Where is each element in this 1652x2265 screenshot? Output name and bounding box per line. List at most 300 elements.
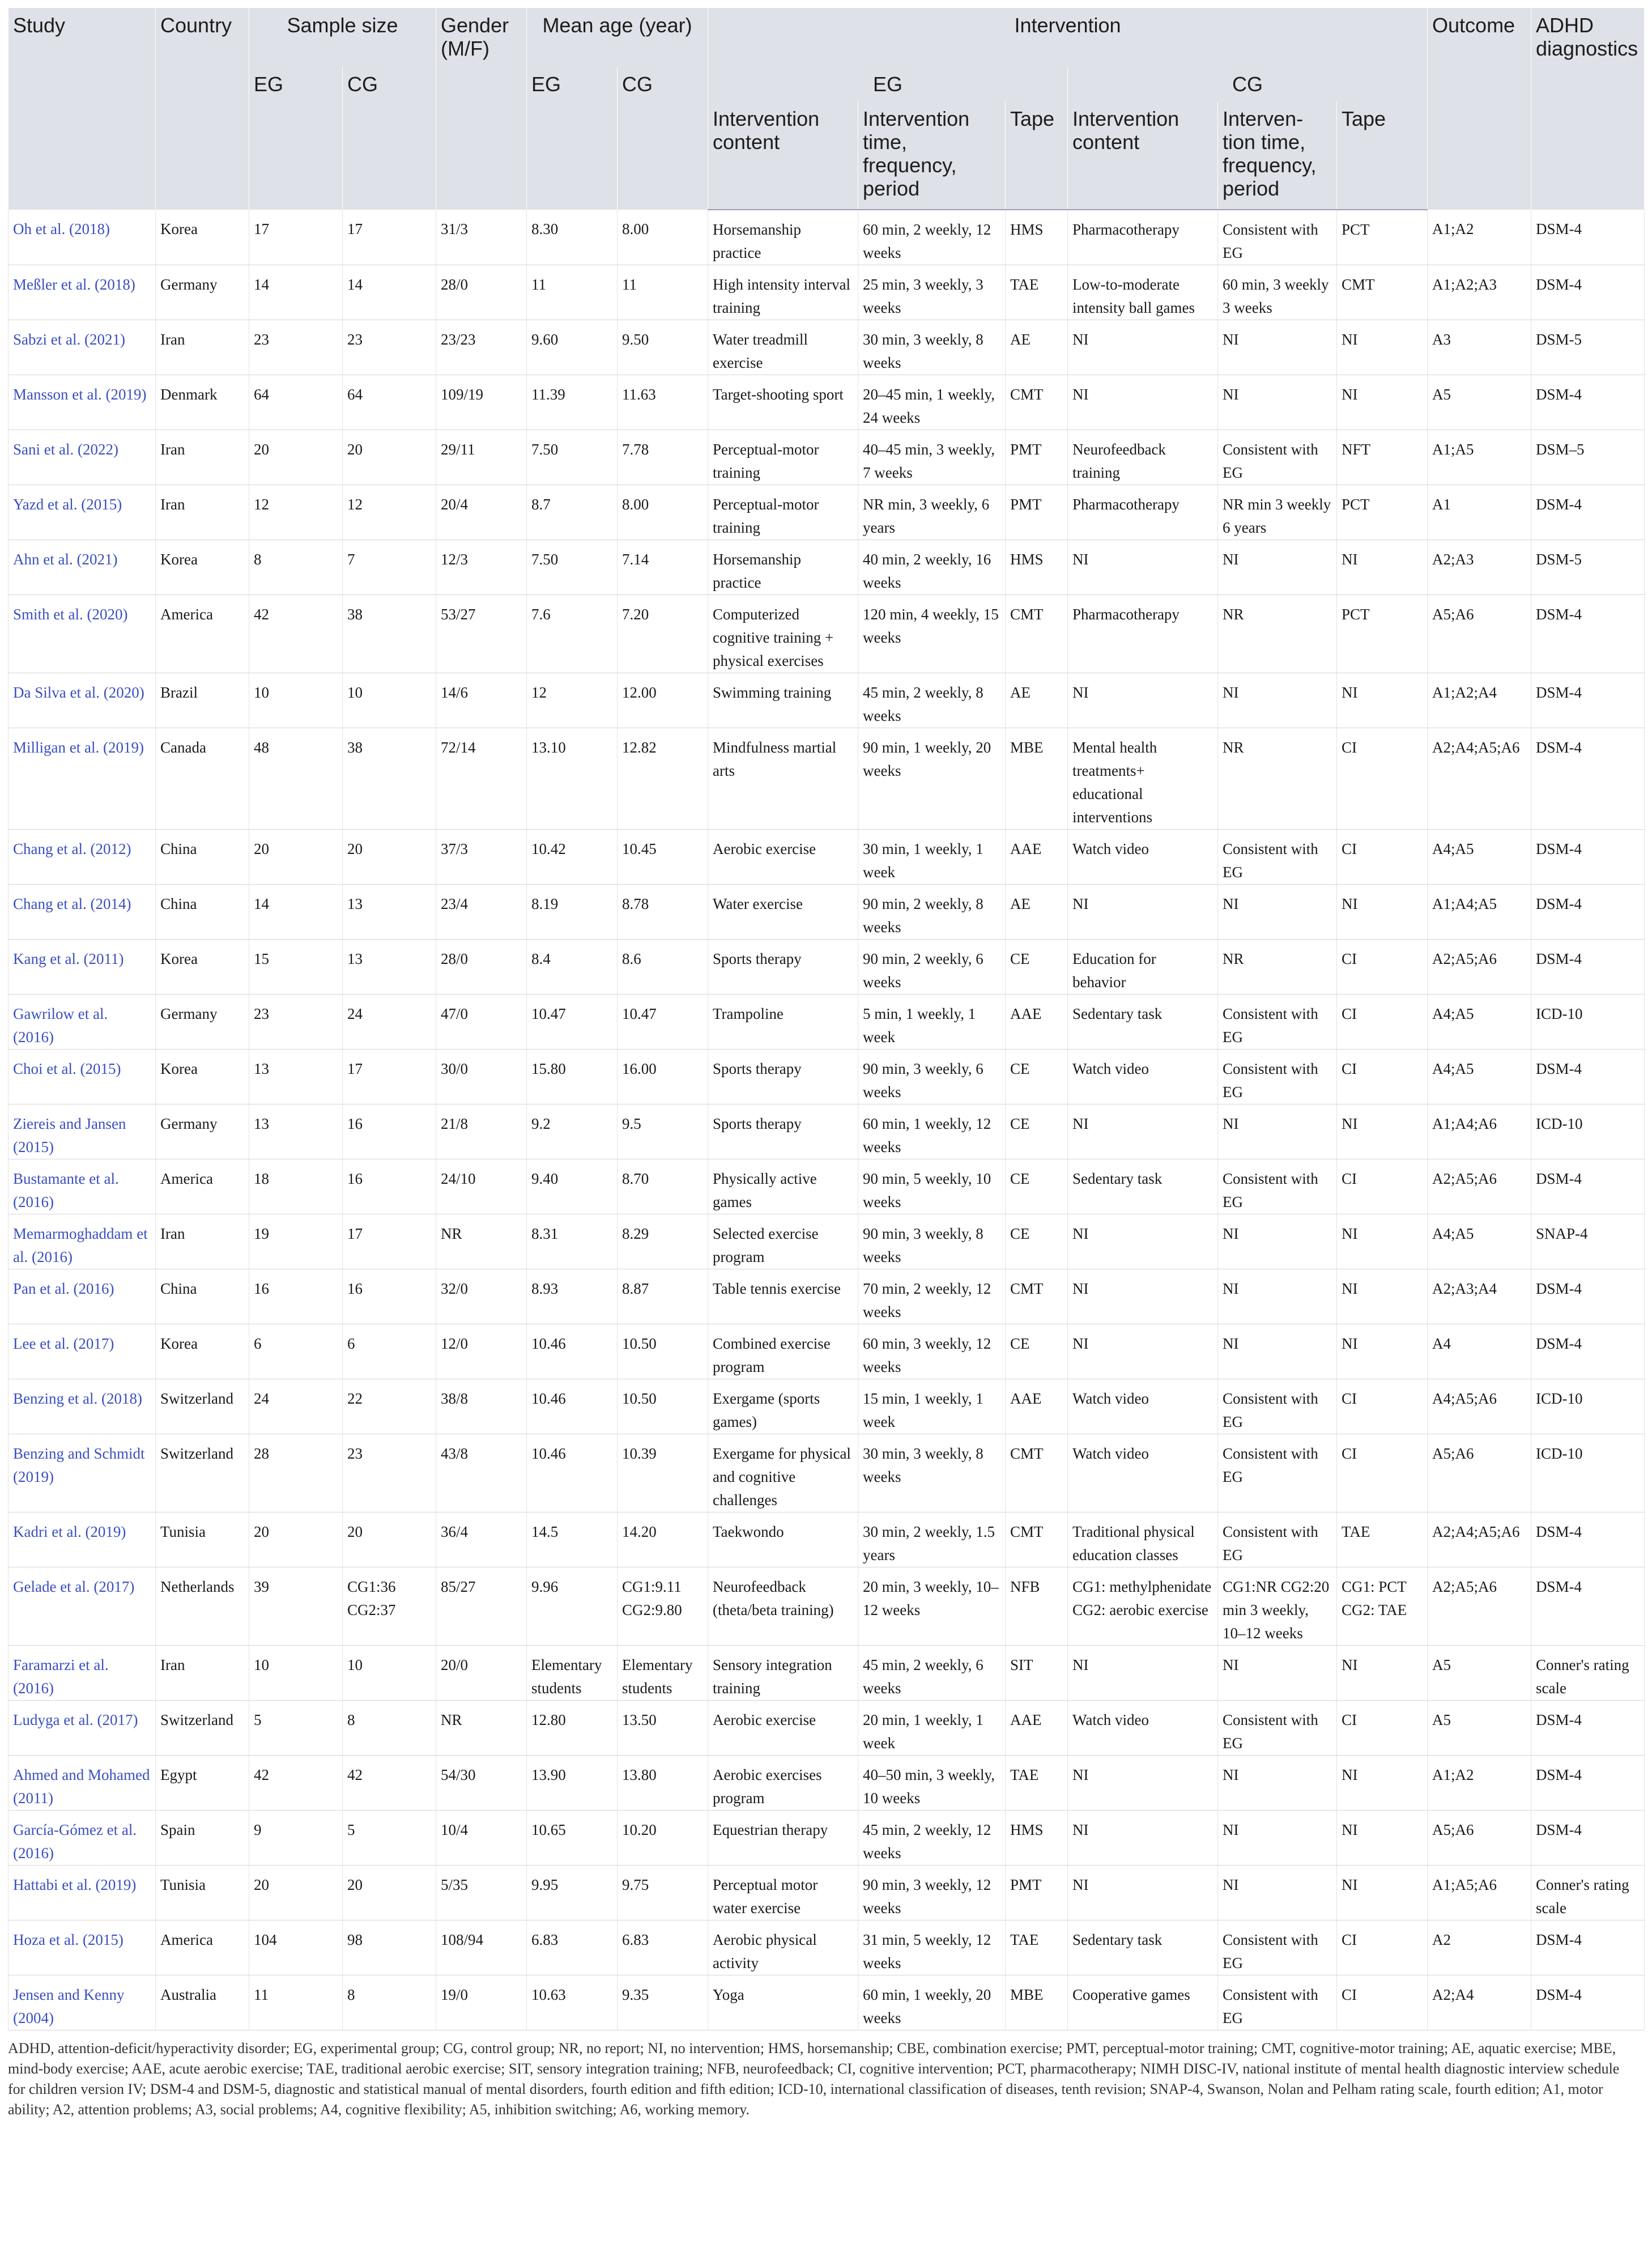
cell-age-cg: 13.50 xyxy=(618,1701,708,1756)
header-intervention-eg: EG xyxy=(708,67,1068,101)
table-row xyxy=(8,1865,1645,1920)
cell-study[interactable]: Da Silva et al. (2020) xyxy=(8,673,156,728)
table-row xyxy=(8,430,1645,485)
cell-eg-tape: AE xyxy=(1006,885,1068,940)
cell-outcome: A4;A5 xyxy=(1428,830,1531,885)
table-body xyxy=(8,210,1645,2030)
cell-cg-content: Education for behavior xyxy=(1068,940,1218,995)
table-header xyxy=(8,8,1645,210)
cell-cg-time: CG1:NR CG2:20 min 3 weekly, 10–12 weeks xyxy=(1218,1567,1337,1646)
cell-diagnostics: DSM-4 xyxy=(1531,1324,1645,1379)
table-row xyxy=(8,830,1645,885)
cell-outcome: A3 xyxy=(1428,320,1531,375)
cell-age-cg: 7.78 xyxy=(618,430,708,485)
cell-gender: 21/8 xyxy=(436,1104,527,1159)
cell-study[interactable]: Gawrilow et al. (2016) xyxy=(8,995,156,1049)
cell-sample-cg: 8 xyxy=(343,1701,436,1756)
cell-study[interactable]: Ziereis and Jansen (2015) xyxy=(8,1104,156,1159)
cell-cg-time: NI xyxy=(1218,375,1337,430)
cell-eg-content: Combined exercise program xyxy=(708,1324,858,1379)
table-row xyxy=(8,1049,1645,1104)
cell-cg-time: Consistent with EG xyxy=(1218,1975,1337,2030)
cell-gender: 28/0 xyxy=(436,940,527,995)
cell-age-cg: 8.6 xyxy=(618,940,708,995)
cell-sample-eg: 14 xyxy=(249,265,343,320)
cell-sample-cg: 16 xyxy=(343,1269,436,1324)
cell-age-cg: 10.50 xyxy=(618,1324,708,1379)
cell-outcome: A1;A5 xyxy=(1428,430,1531,485)
cell-country: Korea xyxy=(156,1324,249,1379)
header-sample-cg: CG xyxy=(343,67,436,210)
cell-outcome: A5;A6 xyxy=(1428,1434,1531,1512)
cell-sample-eg: 104 xyxy=(249,1920,343,1975)
cell-eg-time: 31 min, 5 weekly, 12 weeks xyxy=(858,1920,1006,1975)
cell-cg-content: Mental health treatments+ educational interventions xyxy=(1068,728,1218,830)
cell-eg-time: 120 min, 4 weekly, 15 weeks xyxy=(858,595,1006,673)
cell-age-cg: 10.39 xyxy=(618,1434,708,1512)
cell-study[interactable]: Ludyga et al. (2017) xyxy=(8,1701,156,1756)
header-eg-time: Intervention time, frequency, period xyxy=(858,101,1006,210)
cell-cg-time: NI xyxy=(1218,1646,1337,1701)
cell-eg-content: Water exercise xyxy=(708,885,858,940)
cell-eg-time: 40–45 min, 3 weekly, 7 weeks xyxy=(858,430,1006,485)
cell-age-cg: CG1:9.11 CG2:9.80 xyxy=(618,1567,708,1646)
cell-diagnostics: DSM-4 xyxy=(1531,1049,1645,1104)
cell-sample-eg: 20 xyxy=(249,430,343,485)
cell-cg-tape: NI xyxy=(1337,540,1428,595)
cell-cg-content: NI xyxy=(1068,1104,1218,1159)
cell-eg-time: 45 min, 2 weekly, 6 weeks xyxy=(858,1646,1006,1701)
cell-eg-tape: AE xyxy=(1006,320,1068,375)
cell-eg-time: 90 min, 2 weekly, 8 weeks xyxy=(858,885,1006,940)
header-country: Country xyxy=(156,8,249,210)
header-eg-content: Intervention content xyxy=(708,101,858,210)
cell-study[interactable]: Kang et al. (2011) xyxy=(8,940,156,995)
cell-eg-time: 90 min, 2 weekly, 6 weeks xyxy=(858,940,1006,995)
cell-cg-content: Pharmacotherapy xyxy=(1068,210,1218,265)
cell-sample-eg: 64 xyxy=(249,375,343,430)
cell-outcome: A5 xyxy=(1428,375,1531,430)
cell-eg-tape: PMT xyxy=(1006,430,1068,485)
cell-age-cg: 10.47 xyxy=(618,995,708,1049)
cell-diagnostics: DSM-4 xyxy=(1531,210,1645,265)
cell-sample-cg: 13 xyxy=(343,885,436,940)
cell-sample-eg: 42 xyxy=(249,1756,343,1811)
cell-outcome: A5;A6 xyxy=(1428,1811,1531,1865)
table-row xyxy=(8,1975,1645,2030)
cell-eg-tape: CMT xyxy=(1006,375,1068,430)
cell-eg-content: Selected exercise program xyxy=(708,1214,858,1269)
cell-study[interactable]: Choi et al. (2015) xyxy=(8,1049,156,1104)
table-row xyxy=(8,673,1645,728)
cell-sample-eg: 19 xyxy=(249,1214,343,1269)
cell-diagnostics: DSM-4 xyxy=(1531,1159,1645,1214)
cell-sample-cg: 5 xyxy=(343,1811,436,1865)
cell-cg-content: NI xyxy=(1068,1324,1218,1379)
cell-eg-time: 40 min, 2 weekly, 16 weeks xyxy=(858,540,1006,595)
cell-cg-time: Consistent with EG xyxy=(1218,995,1337,1049)
cell-outcome: A1;A2;A3 xyxy=(1428,265,1531,320)
cell-study[interactable]: Chang et al. (2012) xyxy=(8,830,156,885)
cell-country: Korea xyxy=(156,540,249,595)
cell-diagnostics: DSM-4 xyxy=(1531,1920,1645,1975)
header-gender: Gender (M/F) xyxy=(436,8,527,210)
cell-age-eg: 7.50 xyxy=(527,430,618,485)
cell-eg-time: 60 min, 2 weekly, 12 weeks xyxy=(858,210,1006,265)
cell-cg-tape: NI xyxy=(1337,1646,1428,1701)
header-row-1 xyxy=(8,8,1645,67)
cell-outcome: A2;A4;A5;A6 xyxy=(1428,728,1531,830)
cell-cg-tape: NI xyxy=(1337,1104,1428,1159)
cell-study[interactable]: Meßler et al. (2018) xyxy=(8,265,156,320)
cell-outcome: A5;A6 xyxy=(1428,595,1531,673)
cell-eg-tape: MBE xyxy=(1006,1975,1068,2030)
cell-eg-content: Physically active games xyxy=(708,1159,858,1214)
cell-study[interactable]: Benzing et al. (2018) xyxy=(8,1379,156,1434)
cell-study[interactable]: Sabzi et al. (2021) xyxy=(8,320,156,375)
cell-outcome: A4;A5;A6 xyxy=(1428,1379,1531,1434)
cell-diagnostics: DSM-4 xyxy=(1531,485,1645,540)
cell-cg-time: Consistent with EG xyxy=(1218,1379,1337,1434)
cell-sample-eg: 15 xyxy=(249,940,343,995)
cell-gender: NR xyxy=(436,1701,527,1756)
cell-gender: 47/0 xyxy=(436,995,527,1049)
cell-age-eg: 10.47 xyxy=(527,995,618,1049)
cell-eg-content: Aerobic exercises program xyxy=(708,1756,858,1811)
cell-gender: 32/0 xyxy=(436,1269,527,1324)
cell-study[interactable]: Smith et al. (2020) xyxy=(8,595,156,673)
cell-age-cg: 8.00 xyxy=(618,485,708,540)
cell-cg-content: NI xyxy=(1068,1865,1218,1920)
table-row xyxy=(8,1159,1645,1214)
cell-age-cg: 11 xyxy=(618,265,708,320)
cell-eg-tape: TAE xyxy=(1006,265,1068,320)
cell-sample-cg: 20 xyxy=(343,430,436,485)
cell-diagnostics: Conner's rating scale xyxy=(1531,1865,1645,1920)
cell-eg-tape: TAE xyxy=(1006,1920,1068,1975)
cell-age-eg: 8.93 xyxy=(527,1269,618,1324)
cell-sample-eg: 10 xyxy=(249,1646,343,1701)
cell-eg-tape: CE xyxy=(1006,1104,1068,1159)
cell-cg-time: Consistent with EG xyxy=(1218,1049,1337,1104)
cell-cg-tape: TAE xyxy=(1337,1512,1428,1567)
cell-eg-tape: CMT xyxy=(1006,595,1068,673)
cell-gender: 109/19 xyxy=(436,375,527,430)
cell-country: Switzerland xyxy=(156,1434,249,1512)
cell-eg-content: Sensory integration training xyxy=(708,1646,858,1701)
cell-country: Netherlands xyxy=(156,1567,249,1646)
cell-diagnostics: Conner's rating scale xyxy=(1531,1646,1645,1701)
cell-cg-tape: CI xyxy=(1337,1434,1428,1512)
cell-gender: 12/3 xyxy=(436,540,527,595)
cell-eg-tape: CMT xyxy=(1006,1512,1068,1567)
cell-study[interactable]: Ahmed and Mohamed (2011) xyxy=(8,1756,156,1811)
cell-gender: 37/3 xyxy=(436,830,527,885)
cell-gender: 20/0 xyxy=(436,1646,527,1701)
cell-outcome: A2;A5;A6 xyxy=(1428,1159,1531,1214)
cell-eg-content: Equestrian therapy xyxy=(708,1811,858,1865)
cell-cg-tape: CI xyxy=(1337,1049,1428,1104)
table-row xyxy=(8,1811,1645,1865)
cell-sample-eg: 42 xyxy=(249,595,343,673)
cell-cg-content: Neurofeedback training xyxy=(1068,430,1218,485)
table-row xyxy=(8,1324,1645,1379)
table-row xyxy=(8,1214,1645,1269)
cell-sample-eg: 14 xyxy=(249,885,343,940)
cell-country: Spain xyxy=(156,1811,249,1865)
cell-outcome: A2;A4;A5;A6 xyxy=(1428,1512,1531,1567)
cell-cg-content: NI xyxy=(1068,1756,1218,1811)
cell-cg-time: Consistent with EG xyxy=(1218,1920,1337,1975)
cell-outcome: A2 xyxy=(1428,1920,1531,1975)
cell-eg-content: Water treadmill exercise xyxy=(708,320,858,375)
cell-country: Canada xyxy=(156,728,249,830)
cell-sample-eg: 8 xyxy=(249,540,343,595)
cell-gender: 38/8 xyxy=(436,1379,527,1434)
cell-study[interactable]: Gelade et al. (2017) xyxy=(8,1567,156,1646)
cell-study[interactable]: Lee et al. (2017) xyxy=(8,1324,156,1379)
cell-cg-tape: PCT xyxy=(1337,485,1428,540)
cell-study[interactable]: Hattabi et al. (2019) xyxy=(8,1865,156,1920)
cell-country: America xyxy=(156,1159,249,1214)
cell-cg-tape: NI xyxy=(1337,1756,1428,1811)
cell-cg-time: Consistent with EG xyxy=(1218,1434,1337,1512)
table-row xyxy=(8,320,1645,375)
cell-age-cg: 9.50 xyxy=(618,320,708,375)
cell-sample-eg: 9 xyxy=(249,1811,343,1865)
cell-study[interactable]: Memarmoghaddam et al. (2016) xyxy=(8,1214,156,1269)
cell-eg-time: 90 min, 5 weekly, 10 weeks xyxy=(858,1159,1006,1214)
cell-cg-content: Traditional physical education classes xyxy=(1068,1512,1218,1567)
cell-study[interactable]: Sani et al. (2022) xyxy=(8,430,156,485)
cell-outcome: A4;A5 xyxy=(1428,1214,1531,1269)
cell-country: Switzerland xyxy=(156,1379,249,1434)
cell-gender: 23/23 xyxy=(436,320,527,375)
cell-eg-tape: PMT xyxy=(1006,1865,1068,1920)
cell-study[interactable]: García-Gómez et al. (2016) xyxy=(8,1811,156,1865)
cell-eg-content: Exergame for physical and cognitive challenges xyxy=(708,1434,858,1512)
cell-sample-eg: 20 xyxy=(249,1512,343,1567)
header-cg-time: Interven-tion time, frequency, period xyxy=(1218,101,1337,210)
cell-study[interactable]: Pan et al. (2016) xyxy=(8,1269,156,1324)
cell-study[interactable]: Milligan et al. (2019) xyxy=(8,728,156,830)
cell-cg-time: Consistent with EG xyxy=(1218,830,1337,885)
cell-gender: 54/30 xyxy=(436,1756,527,1811)
cell-study[interactable]: Hoza et al. (2015) xyxy=(8,1920,156,1975)
cell-outcome: A4;A5 xyxy=(1428,1049,1531,1104)
cell-eg-time: 20 min, 3 weekly, 10–12 weeks xyxy=(858,1567,1006,1646)
cell-gender: 30/0 xyxy=(436,1049,527,1104)
cell-eg-time: 15 min, 1 weekly, 1 week xyxy=(858,1379,1006,1434)
cell-age-eg: 8.7 xyxy=(527,485,618,540)
cell-study[interactable]: Benzing and Schmidt (2019) xyxy=(8,1434,156,1512)
cell-outcome: A2;A5;A6 xyxy=(1428,1567,1531,1646)
cell-sample-cg: 16 xyxy=(343,1159,436,1214)
cell-age-cg: 8.87 xyxy=(618,1269,708,1324)
cell-age-eg: 9.60 xyxy=(527,320,618,375)
cell-age-eg: 9.2 xyxy=(527,1104,618,1159)
cell-age-cg: 7.14 xyxy=(618,540,708,595)
cell-age-cg: 16.00 xyxy=(618,1049,708,1104)
cell-diagnostics: DSM-4 xyxy=(1531,830,1645,885)
cell-gender: 85/27 xyxy=(436,1567,527,1646)
cell-sample-cg: 20 xyxy=(343,1512,436,1567)
cell-diagnostics: DSM-4 xyxy=(1531,1567,1645,1646)
cell-study[interactable]: Oh et al. (2018) xyxy=(8,210,156,265)
cell-eg-content: Sports therapy xyxy=(708,940,858,995)
cell-sample-cg: 17 xyxy=(343,210,436,265)
cell-gender: 10/4 xyxy=(436,1811,527,1865)
cell-sample-eg: 48 xyxy=(249,728,343,830)
cell-study[interactable]: Faramarzi et al. (2016) xyxy=(8,1646,156,1701)
cell-outcome: A2;A5;A6 xyxy=(1428,940,1531,995)
cell-sample-cg: 16 xyxy=(343,1104,436,1159)
cell-eg-tape: PMT xyxy=(1006,485,1068,540)
cell-age-cg: 14.20 xyxy=(618,1512,708,1567)
cell-age-cg: 8.29 xyxy=(618,1214,708,1269)
cell-diagnostics: DSM-5 xyxy=(1531,540,1645,595)
cell-sample-eg: 10 xyxy=(249,673,343,728)
table-row xyxy=(8,265,1645,320)
cell-sample-cg: 12 xyxy=(343,485,436,540)
cell-cg-content: NI xyxy=(1068,673,1218,728)
cell-cg-content: Watch video xyxy=(1068,1049,1218,1104)
cell-cg-tape: CI xyxy=(1337,728,1428,830)
cell-study[interactable]: Bustamante et al. (2016) xyxy=(8,1159,156,1214)
cell-sample-eg: 17 xyxy=(249,210,343,265)
cell-eg-time: 20 min, 1 weekly, 1 week xyxy=(858,1701,1006,1756)
cell-country: Iran xyxy=(156,1214,249,1269)
cell-sample-eg: 23 xyxy=(249,995,343,1049)
table-row xyxy=(8,1104,1645,1159)
cell-diagnostics: ICD-10 xyxy=(1531,1434,1645,1512)
cell-diagnostics: DSM-4 xyxy=(1531,265,1645,320)
cell-study[interactable]: Chang et al. (2014) xyxy=(8,885,156,940)
cell-eg-tape: AAE xyxy=(1006,995,1068,1049)
cell-age-cg: 11.63 xyxy=(618,375,708,430)
cell-sample-cg: 23 xyxy=(343,1434,436,1512)
cell-eg-content: Perceptual-motor training xyxy=(708,485,858,540)
cell-gender: 53/27 xyxy=(436,595,527,673)
cell-gender: 20/4 xyxy=(436,485,527,540)
cell-cg-content: Cooperative games xyxy=(1068,1975,1218,2030)
cell-country: Iran xyxy=(156,485,249,540)
cell-cg-tape: NI xyxy=(1337,1324,1428,1379)
cell-diagnostics: DSM-4 xyxy=(1531,940,1645,995)
table-row xyxy=(8,885,1645,940)
cell-age-cg: 6.83 xyxy=(618,1920,708,1975)
cell-gender: 36/4 xyxy=(436,1512,527,1567)
cell-age-eg: 12.80 xyxy=(527,1701,618,1756)
table-footnote: ADHD, attention-deficit/hyperactivity disorder; EG, experimental group; CG, control group; NR, no report; NI, no intervention; HMS, horsemanship; CBE, combination exercise; PMT, perceptual-motor training; CMT, cognitive-motor training; AE, aquatic exercise; MBE, mind-body exercise; AAE, acute aerobic exercise; TAE, traditional aerobic exercise; SIT, sensory integration training; NFB, neurofeedback; CI, cognitive intervention; PCT, pharmacotherapy; NIMH DISC-IV, national institute of mental health diagnostic interview schedule for children version IV; DSM-4 and DSM-5, diagnostic and statistical manual of mental disorders, fourth edition and fifth edition; ICD-10, international classification of diseases, tenth revision; SNAP-4, Swanson, Nolan and Pelham rating scale, fourth edition; A1, motor ability; A2, attention problems; A3, social problems; A4, cognitive flexibility; A5, inhibition switching; A6, working memory. xyxy=(8,2040,1620,2118)
cell-cg-time: NI xyxy=(1218,673,1337,728)
cell-cg-tape: NI xyxy=(1337,673,1428,728)
table-row xyxy=(8,1567,1645,1646)
cell-eg-content: Horsemanship practice xyxy=(708,210,858,265)
cell-age-eg: 8.31 xyxy=(527,1214,618,1269)
cell-gender: 72/14 xyxy=(436,728,527,830)
table-row xyxy=(8,1269,1645,1324)
cell-eg-content: Aerobic exercise xyxy=(708,1701,858,1756)
cell-age-cg: 10.20 xyxy=(618,1811,708,1865)
cell-cg-content: Sedentary task xyxy=(1068,1920,1218,1975)
cell-study[interactable]: Kadri et al. (2019) xyxy=(8,1512,156,1567)
cell-cg-content: Watch video xyxy=(1068,1379,1218,1434)
cell-cg-time: NI xyxy=(1218,1324,1337,1379)
cell-outcome: A1;A4;A6 xyxy=(1428,1104,1531,1159)
cell-age-cg: 8.00 xyxy=(618,210,708,265)
cell-country: Korea xyxy=(156,210,249,265)
cell-eg-time: 90 min, 3 weekly, 6 weeks xyxy=(858,1049,1006,1104)
table-row xyxy=(8,375,1645,430)
cell-age-eg: 15.80 xyxy=(527,1049,618,1104)
cell-age-eg: 6.83 xyxy=(527,1920,618,1975)
cell-outcome: A1;A2;A4 xyxy=(1428,673,1531,728)
cell-cg-tape: CI xyxy=(1337,1379,1428,1434)
cell-age-cg: 10.45 xyxy=(618,830,708,885)
cell-eg-time: 5 min, 1 weekly, 1 week xyxy=(858,995,1006,1049)
cell-cg-time: NI xyxy=(1218,1756,1337,1811)
cell-age-cg: 9.5 xyxy=(618,1104,708,1159)
header-age-eg: EG xyxy=(527,67,618,210)
cell-sample-eg: 16 xyxy=(249,1269,343,1324)
table-row xyxy=(8,995,1645,1049)
cell-eg-time: 40–50 min, 3 weekly, 10 weeks xyxy=(858,1756,1006,1811)
cell-cg-tape: NI xyxy=(1337,1214,1428,1269)
cell-study[interactable]: Ahn et al. (2021) xyxy=(8,540,156,595)
cell-age-cg: Elementary students xyxy=(618,1646,708,1701)
cell-eg-time: 90 min, 1 weekly, 20 weeks xyxy=(858,728,1006,830)
header-intervention: Intervention xyxy=(708,8,1428,67)
cell-study[interactable]: Mansson et al. (2019) xyxy=(8,375,156,430)
header-sample-size: Sample size xyxy=(249,8,436,67)
cell-eg-content: Perceptual motor water exercise xyxy=(708,1865,858,1920)
cell-eg-time: NR min, 3 weekly, 6 years xyxy=(858,485,1006,540)
cell-sample-cg: 64 xyxy=(343,375,436,430)
cell-age-eg: 8.4 xyxy=(527,940,618,995)
cell-age-eg: 8.19 xyxy=(527,885,618,940)
cell-eg-content: Computerized cognitive training + physical exercises xyxy=(708,595,858,673)
header-cg-tape: Tape xyxy=(1337,101,1428,210)
cell-age-eg: 8.30 xyxy=(527,210,618,265)
cell-eg-content: Sports therapy xyxy=(708,1049,858,1104)
cell-cg-content: NI xyxy=(1068,1646,1218,1701)
cell-cg-time: NR xyxy=(1218,595,1337,673)
cell-eg-content: Taekwondo xyxy=(708,1512,858,1567)
table-row xyxy=(8,595,1645,673)
cell-age-eg: 7.6 xyxy=(527,595,618,673)
cell-cg-tape: PCT xyxy=(1337,595,1428,673)
cell-sample-eg: 20 xyxy=(249,830,343,885)
cell-cg-content: Pharmacotherapy xyxy=(1068,485,1218,540)
cell-cg-content: NI xyxy=(1068,375,1218,430)
cell-outcome: A2;A4 xyxy=(1428,1975,1531,2030)
cell-study[interactable]: Jensen and Kenny (2004) xyxy=(8,1975,156,2030)
cell-diagnostics: DSM-4 xyxy=(1531,673,1645,728)
cell-gender: 108/94 xyxy=(436,1920,527,1975)
cell-eg-content: Aerobic exercise xyxy=(708,830,858,885)
cell-eg-content: Perceptual-motor training xyxy=(708,430,858,485)
table-row xyxy=(8,940,1645,995)
cell-outcome: A1;A2 xyxy=(1428,1756,1531,1811)
cell-study[interactable]: Yazd et al. (2015) xyxy=(8,485,156,540)
cell-gender: 14/6 xyxy=(436,673,527,728)
table-row xyxy=(8,1701,1645,1756)
cell-cg-content: Pharmacotherapy xyxy=(1068,595,1218,673)
cell-eg-tape: AAE xyxy=(1006,830,1068,885)
cell-sample-cg: 20 xyxy=(343,1865,436,1920)
cell-country: America xyxy=(156,1920,249,1975)
